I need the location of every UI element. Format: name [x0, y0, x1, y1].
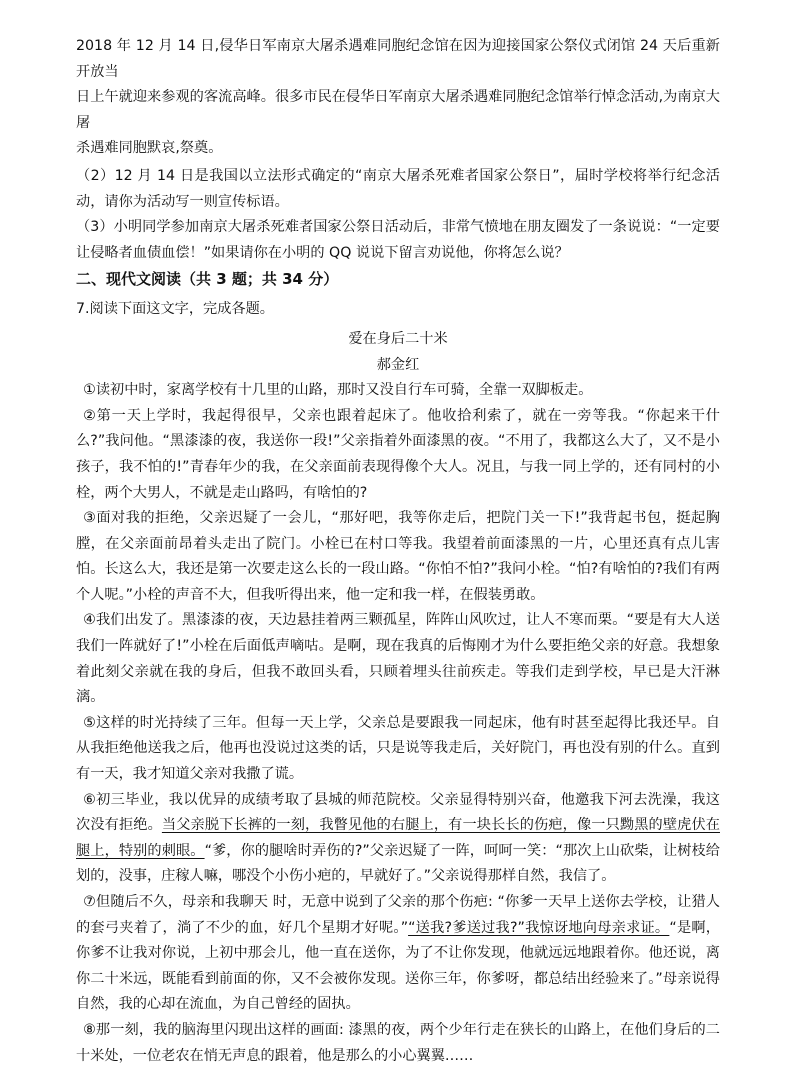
paragraph-2: ②第一天上学时，我起得很早，父亲也跟着起床了。他收拾利索了，就在一旁等我。“你起来干什么?”我问他。“黑漆漆的夜，我送你一段!”父亲指着外面漆黑的夜。“不用了，我都这么大了，又不是小孩子，我不怕的!”青春年少的我，在父亲面前表现得像个大人。况且，与我一同上学的，还有同村的小栓，两个大男人，不就是走山路吗，有啥怕的?	[76, 407, 720, 501]
paragraph-8: ⑧那一刻，我的脑海里闪现出这样的画面: 漆黑的夜，两个少年行走在狭长的山路上，在他们身后的二十米处，一位老农在悄无声息的跟着，他是那么的小心翼翼……	[76, 1021, 720, 1064]
paragraph-4: ④我们出发了。黑漆漆的夜，天边悬挂着两三颗孤星，阵阵山风吹过，让人不寒而栗。“要是有大人送我们一阵就好了!”小栓在后面低声嘀咕。是啊，现在我真的后悔刚才为什么要拒绝父亲的好意。我想象着此刻父亲就在我的身后，但我不敢回头看，只顾着埋头往前疾走。等我们走到学校，早已是大汗淋漓。	[76, 612, 720, 706]
question-3: （3）小明同学参加南京大屠杀死难者国家公祭日活动后，非常气愤地在朋友圈发了一条说说：“一定要让侵略者血债血偿！”如果请你在小明的 QQ 说说下留言劝说他，你将怎么说？	[76, 219, 720, 261]
article-title: 爱在身后二十米	[348, 330, 448, 347]
article-author: 郝金红	[376, 356, 420, 373]
paragraph-6-underlined-sentence: 当父亲脱下长裤的一刻，我瞥见他的右腿上，有一块长长的伤疤，像一只黝黑的壁虎伏在腿上，特别的刺眼。	[76, 817, 720, 859]
paragraph-7-text-b: “是啊，你爹不让我对你说，上初中那会儿，他一直在送你，为了不让你发现，他就远远地跟着你。他还说，离你二十米远，既能看到前面的你，又不会被你发现。送你三年，你爹呀，都总结出经验来了。”母亲说得自然，我的心却在流血，为自己曾经的固执。	[76, 919, 720, 1013]
task-prompt: 7.阅读下面这文字，完成各题。	[76, 301, 274, 318]
intro-line-1: 2018 年 12 月 14 日,侵华日军南京大屠杀遇难同胞纪念馆在因为迎接国家公祭仪式闭馆 24 天后重新开放当	[76, 38, 720, 80]
paragraph-7	[76, 890, 720, 1018]
intro-line-2: 日上午就迎来参观的客流高峰。很多市民在侵华日军南京大屠杀遇难同胞纪念馆举行悼念活动,为南京大屠	[76, 89, 720, 131]
paragraph-5: ⑤这样的时光持续了三年。但每一天上学，父亲总是要跟我一同起床，他有时甚至起得比我还早。自从我拒绝他送我之后，他再也没说过这类的话，只是说等我走后，关好院门，再也没有别的什么。直到有一天，我才知道父亲对我撒了谎。	[76, 714, 720, 783]
paragraph-6-text-b: “爹，你的腿啥时弄伤的?”父亲迟疑了一阵，呵呵一笑：“那次上山砍柴，让树枝给划的，没事，庄稼人嘛，哪没个小伤小疤的，早就好了。”父亲说得那样自然，我信了。	[76, 842, 720, 885]
paragraph-6-text-a: ⑥初三毕业，我以优异的成绩考取了县城的师范院校。父亲显得特别兴奋，他邀我下河去洗澡，我这次没有拒绝。	[76, 791, 720, 834]
paragraph-1: ①读初中时，家离学校有十几里的山路，那时又没自行车可骑，全靠一双脚板走。	[83, 382, 593, 399]
paragraph-7-underlined-sentence: “送我?爹送过我?”我惊讶地向母亲求证。	[408, 919, 670, 936]
paragraph-3: ③面对我的拒绝，父亲迟疑了一会儿，“那好吧，我等你走后，把院门关一下!”我背起书包，挺起胸膛，在父亲面前昂着头走出了院门。小栓已在村口等我。我望着前面漆黑的一片，心里还真有点儿害怕。长这么大，我还是第一次要走这么长的一段山路。“你怕不怕?”我问小栓。“怕?有啥怕的?我们有两个人呢。”小栓的声音不大，但我听得出来，他一定和我一样，在假装勇敢。	[76, 510, 720, 603]
section-title: 二、现代文阅读（共 3 题；共 34 分）	[76, 270, 339, 289]
intro-line-3: 杀遇难同胞默哀,祭奠。	[76, 140, 223, 157]
paragraph-6	[76, 788, 720, 890]
paragraph-7-text-a: ⑦但随后不久，母亲和我聊天 时，无意中说到了父亲的那个伤疤: “你爹一天早上送你去学校，让猎人的套弓夹着了，淌了不少的血，好几个星期才好呢。”	[76, 894, 720, 936]
question-2: （2）12 月 14 日是我国以立法形式确定的“南京大屠杀死难者国家公祭日”，届时学校将举行纪念活动，请你为活动写一则宣传标语。	[76, 167, 720, 210]
